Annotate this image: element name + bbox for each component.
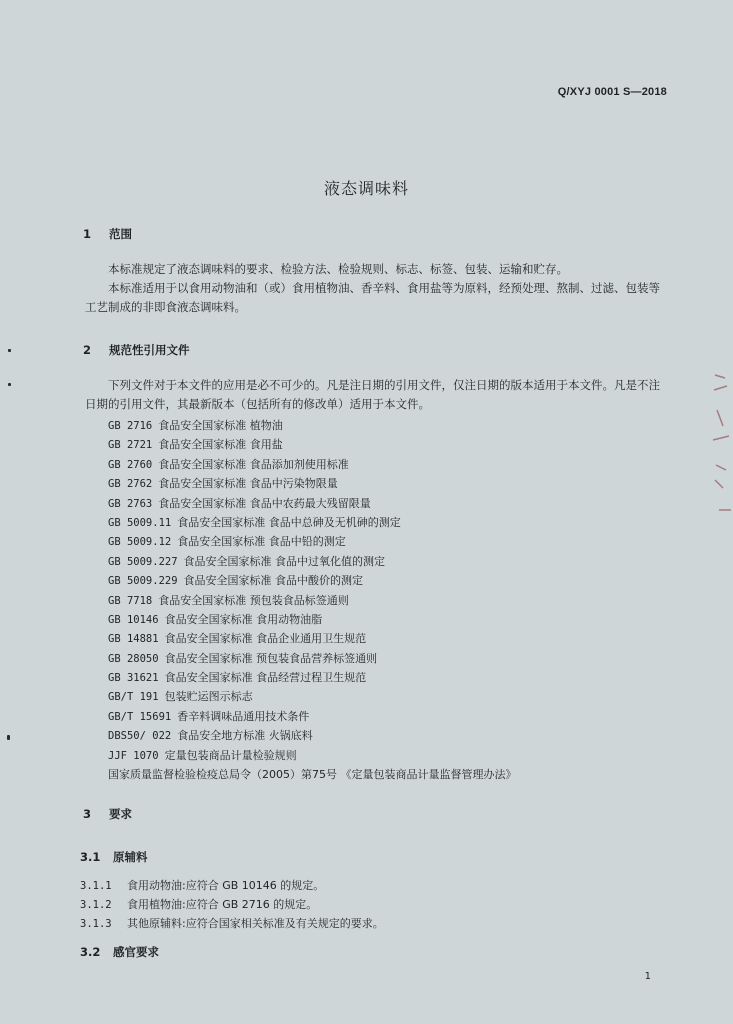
reference-code: GB 5009.227 bbox=[108, 555, 178, 568]
reference-code: GB 10146 bbox=[108, 613, 159, 626]
reference-code: GB 14881 bbox=[108, 633, 159, 646]
reference-name: 食品安全国家标准 食品中铅的测定 bbox=[177, 535, 346, 549]
subsection-heading-raw-materials bbox=[80, 849, 148, 865]
clause-item bbox=[80, 876, 324, 896]
section-title: 范围 bbox=[109, 227, 132, 241]
reference-item bbox=[108, 455, 517, 474]
reference-name: 食品安全国家标准 植物油 bbox=[158, 419, 283, 432]
subsection-number: 3.1 bbox=[80, 850, 101, 864]
section-number: 2 bbox=[83, 343, 92, 357]
scope-paragraph: 本标准规定了液态调味料的要求、检验方法、检验规则、标志、标签、包装、运输和贮存。 bbox=[108, 262, 568, 276]
document-title: 液态调味料 bbox=[323, 179, 409, 198]
reference-name: 食品安全国家标准 食用盐 bbox=[158, 438, 283, 452]
reference-list bbox=[108, 416, 517, 784]
reference-item bbox=[108, 746, 517, 765]
scan-speck bbox=[8, 383, 11, 386]
reference-item bbox=[108, 416, 517, 435]
reference-code: GB 5009.11 bbox=[108, 516, 172, 529]
reference-code: GB 2762 bbox=[108, 478, 153, 491]
reference-name: 食品安全国家标准 食品中酸价的测定 bbox=[183, 574, 364, 588]
reference-item bbox=[108, 513, 517, 532]
clause-text: 食用植物油:应符合 GB 2716 的规定。 bbox=[127, 898, 318, 911]
references-intro bbox=[85, 376, 670, 414]
clause-text: 食用动物油:应符合 GB 10146 的规定。 bbox=[127, 879, 325, 892]
page-number: 1 bbox=[644, 971, 651, 982]
section-number: 1 bbox=[83, 227, 92, 241]
section-title: 要求 bbox=[109, 807, 132, 821]
clause-text: 其他原辅料:应符合国家相关标准及有关规定的要求。 bbox=[127, 917, 384, 930]
reference-code: GB 7718 bbox=[108, 594, 153, 607]
reference-name: 定量包装商品计量检验规则 bbox=[164, 748, 297, 762]
reference-item bbox=[108, 707, 517, 726]
standard-code: Q/XYJ 0001 S—2018 bbox=[557, 86, 667, 98]
reference-code: GB 2716 bbox=[108, 420, 153, 432]
reference-name: 食品安全国家标准 食品添加剂使用标准 bbox=[158, 457, 349, 471]
reference-name: 食品安全国家标准 食品中农药最大残留限量 bbox=[158, 496, 371, 510]
reference-name: 食品安全国家标准 食用动物油脂 bbox=[164, 612, 323, 626]
reference-item bbox=[108, 649, 517, 668]
reference-code: GB/T 15691 bbox=[108, 710, 172, 723]
reference-code: GB 5009.12 bbox=[108, 536, 172, 549]
section-heading-requirements bbox=[83, 806, 132, 822]
reference-item bbox=[108, 591, 517, 610]
clause-number: 3.1.2 bbox=[80, 899, 112, 911]
clause-number: 3.1.3 bbox=[80, 918, 112, 930]
references-intro-text: 下列文件对于本文件的应用是必不可少的。凡是注日期的引用文件，仅注日期的版本适用于本文件。凡是不注日期的引用文件，其最新版本（包括所有的修改单）适用于本文件。 bbox=[85, 378, 660, 411]
reference-item bbox=[108, 629, 517, 648]
subsection-title: 感官要求 bbox=[113, 945, 159, 959]
reference-name: 食品安全国家标准 食品中污染物限量 bbox=[158, 477, 338, 491]
reference-item bbox=[108, 571, 517, 590]
reference-name: 食品安全地方标准 火锅底料 bbox=[177, 729, 313, 743]
reference-item bbox=[108, 532, 517, 551]
reference-name: 食品安全国家标准 预包装食品标签通则 bbox=[158, 593, 349, 607]
reference-name: 包装贮运图示标志 bbox=[164, 690, 253, 704]
reference-code: GB 2760 bbox=[108, 458, 153, 471]
reference-code: GB 31621 bbox=[108, 672, 159, 685]
clause-item bbox=[80, 914, 384, 934]
reference-item bbox=[108, 668, 517, 687]
reference-item bbox=[108, 552, 517, 571]
scan-speck bbox=[8, 349, 11, 352]
section-heading-scope bbox=[83, 226, 132, 242]
scope-paragraph: 本标准适用于以食用动物油和（或）食用植物油、香辛料、食用盐等为原料，经预处理、熬制、过滤、包装等工艺制成的非即食液态调味料。 bbox=[85, 281, 660, 314]
scope-text bbox=[85, 260, 670, 317]
scan-speck bbox=[7, 735, 10, 740]
edge-stamp-mark bbox=[711, 370, 733, 520]
section-number: 3 bbox=[83, 807, 92, 821]
reference-code: GB/T 191 bbox=[108, 691, 159, 704]
reference-name: 食品安全国家标准 食品企业通用卫生规范 bbox=[164, 632, 367, 646]
reference-code: GB 5009.229 bbox=[108, 575, 178, 588]
section-heading-references bbox=[83, 342, 190, 358]
reference-code: JJF 1070 bbox=[108, 749, 159, 762]
reference-item bbox=[108, 435, 517, 454]
subsection-heading-sensory bbox=[80, 944, 159, 960]
reference-code: DBS50/ 022 bbox=[108, 730, 172, 743]
clause-number: 3.1.1 bbox=[80, 880, 112, 892]
subsection-title: 原辅料 bbox=[113, 850, 148, 864]
reference-item bbox=[108, 687, 517, 706]
reference-code: GB 28050 bbox=[108, 652, 159, 665]
subsection-number: 3.2 bbox=[80, 945, 101, 959]
reference-item bbox=[108, 494, 517, 513]
clause-item bbox=[80, 895, 317, 915]
section-title: 规范性引用文件 bbox=[109, 343, 190, 357]
reference-item bbox=[108, 726, 517, 745]
reference-item bbox=[108, 765, 517, 784]
reference-name: 食品安全国家标准 食品经营过程卫生规范 bbox=[164, 671, 367, 685]
reference-code: GB 2721 bbox=[108, 439, 153, 452]
reference-name: 食品安全国家标准 预包装食品营养标签通则 bbox=[164, 651, 378, 665]
reference-item bbox=[108, 610, 517, 629]
reference-name: 国家质量监督检验检疫总局令（2005）第75号 《定量包装商品计量监督管理办法》 bbox=[108, 768, 517, 782]
reference-code: GB 2763 bbox=[108, 497, 153, 510]
reference-name: 香辛料调味品通用技术条件 bbox=[177, 709, 310, 723]
reference-name: 食品安全国家标准 食品中总砷及无机砷的测定 bbox=[177, 515, 401, 529]
reference-name: 食品安全国家标准 食品中过氧化值的测定 bbox=[183, 554, 386, 568]
reference-item bbox=[108, 474, 517, 493]
